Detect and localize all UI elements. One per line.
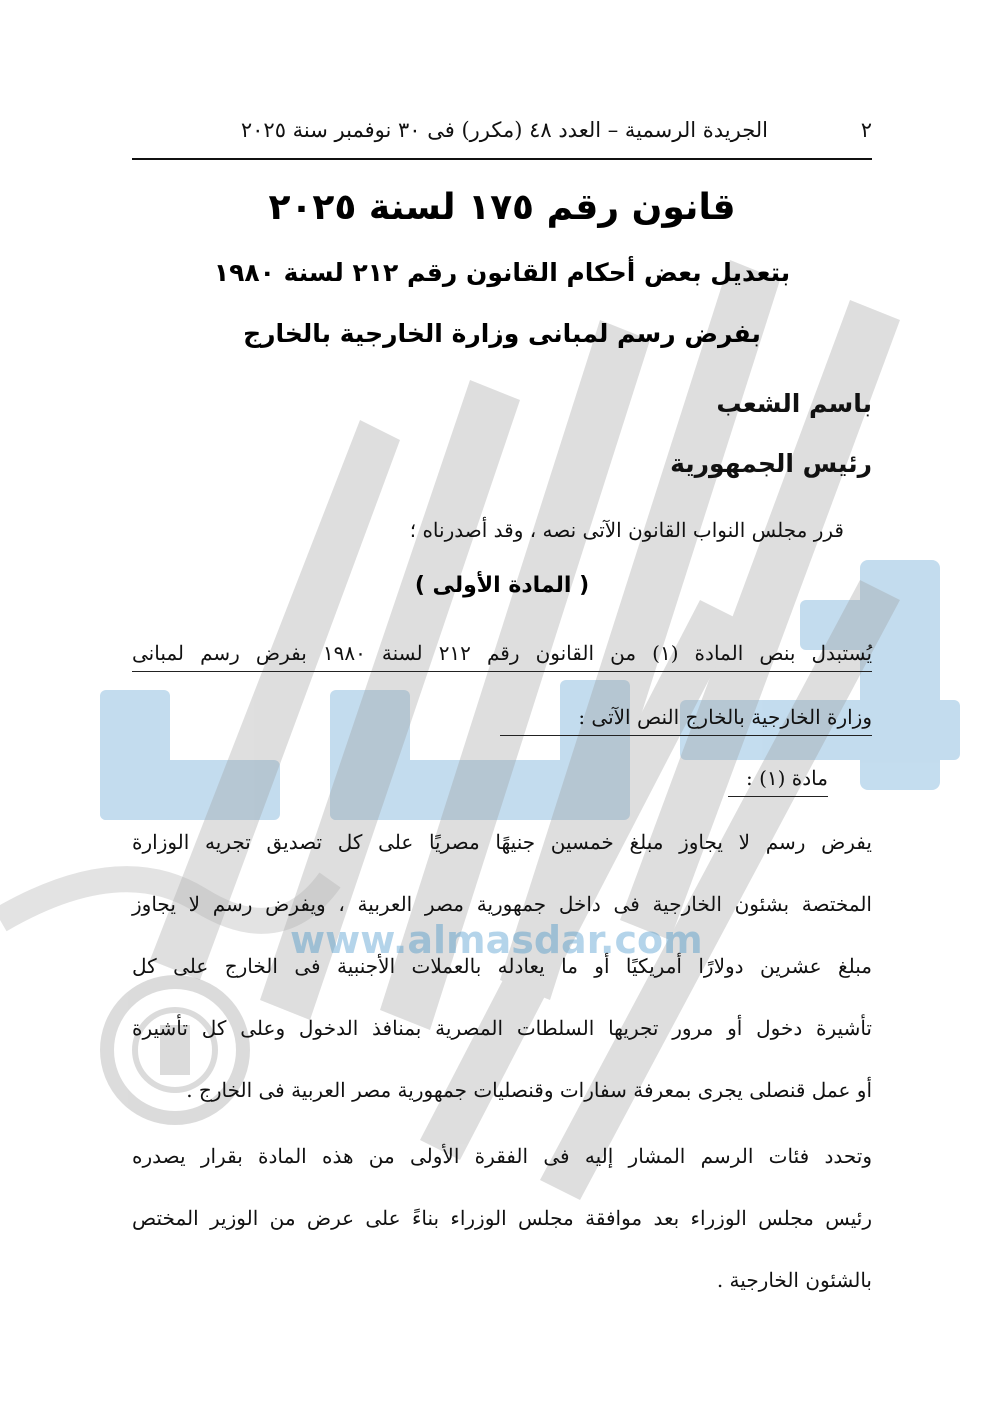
paragraph1-line-5: أو عمل قنصلى يجرى بمعرفة سفارات وقنصليات جمهورية مصر العربية فى الخارج .: [186, 1078, 872, 1102]
sub-article-label: مادة (١) :: [728, 766, 828, 797]
law-subtitle-1: بتعديل بعض أحكام القانون رقم ٢١٢ لسنة ١٩٨٠: [213, 258, 791, 287]
paragraph1-line-2: المختصة بشئون الخارجية فى داخل جمهورية مصر العربية ، ويفرض رسم لا يجاوز: [132, 892, 872, 916]
heading-president: رئيس الجمهورية: [670, 449, 872, 478]
article-text-line-1: يُستبدل بنص المادة (١) من القانون رقم ٢١٢ لسنة ١٩٨٠ بفرض رسم لمبانى: [132, 641, 872, 672]
article-text-line-2: وزارة الخارجية بالخارج النص الآتى :: [500, 705, 872, 736]
watermark-url: www.almasdar.com: [290, 918, 703, 962]
page-number: ٢: [860, 118, 872, 142]
heading-people: باسم الشعب: [716, 389, 872, 418]
law-subtitle-2: بفرض رسم لمبانى وزارة الخارجية بالخارج: [243, 319, 761, 348]
paragraph2-line-3: بالشئون الخارجية .: [716, 1268, 872, 1292]
paragraph1-line-3: مبلغ عشرين دولارًا أمريكيًا أو ما يعادله بالعملات الأجنبية فى الخارج على كل: [132, 954, 872, 978]
paragraph2-line-2: رئيس مجلس الوزراء بعد موافقة مجلس الوزراء بناءً على عرض من الوزير المختص: [132, 1206, 872, 1230]
header-text: الجريدة الرسمية – العدد ٤٨ (مكرر) فى ٣٠ نوفمبر سنة ٢٠٢٥: [240, 118, 768, 142]
paragraph2-line-1: وتحدد فئات الرسم المشار إليه فى الفقرة الأولى من هذه المادة بقرار يصدره: [132, 1144, 872, 1168]
preamble: قرر مجلس النواب القانون الآتى نصه ، وقد أصدرناه ؛: [409, 518, 844, 542]
article-title: ( المادة الأولى ): [414, 573, 590, 598]
page-header: [132, 114, 872, 160]
law-title: قانون رقم ١٧٥ لسنة ٢٠٢٥: [268, 187, 736, 228]
paragraph1-line-4: تأشيرة دخول أو مرور تجريها السلطات المصرية بمنافذ الدخول وعلى كل تأشيرة: [132, 1016, 872, 1040]
paragraph1-line-1: يفرض رسم لا يجاوز مبلغ خمسين جنيهًا مصريًا على كل تصديق تجريه الوزارة: [132, 830, 872, 854]
